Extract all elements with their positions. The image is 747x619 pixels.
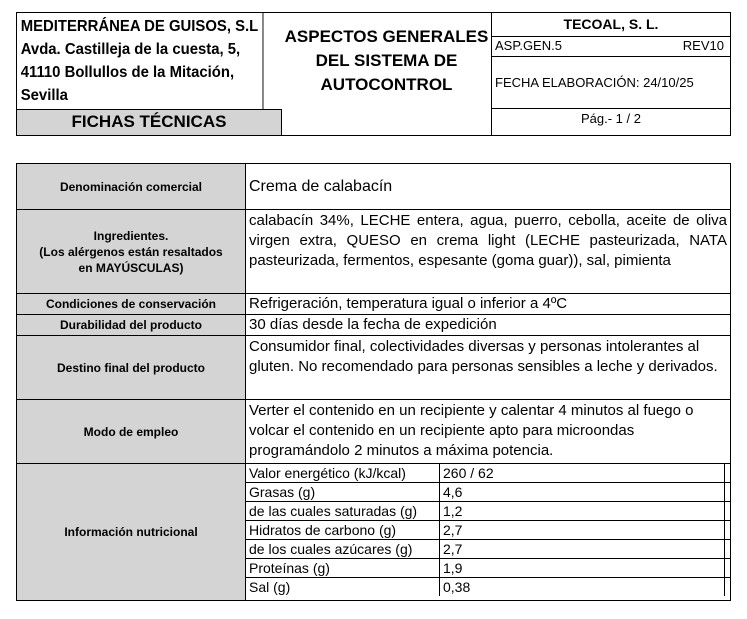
section-title: FICHAS TÉCNICAS xyxy=(17,109,282,135)
code-row xyxy=(492,37,730,57)
row-modo xyxy=(17,400,730,464)
row-conservacion xyxy=(17,294,730,315)
nutrition-row xyxy=(246,464,730,483)
nutrient-value: 1,2 xyxy=(440,502,725,520)
title-line: DEL SISTEMA DE xyxy=(315,51,458,70)
nutrition-table xyxy=(246,464,730,600)
nutrition-row xyxy=(246,521,730,540)
row-denominacion xyxy=(17,164,730,210)
row-nutricional xyxy=(17,464,730,600)
company-line: Sevilla xyxy=(20,87,68,104)
nutrient-name: Sal (g) xyxy=(246,578,440,596)
page-number: Pág.- 1 / 2 xyxy=(581,111,641,126)
nutrient-value: 2,7 xyxy=(440,521,725,539)
document-meta xyxy=(492,13,730,135)
nutrition-row xyxy=(246,483,730,502)
row-durabilidad xyxy=(17,315,730,336)
nutrient-name: de los cuales azúcares (g) xyxy=(246,540,440,558)
nutrition-row xyxy=(246,559,730,578)
nutrition-row xyxy=(246,502,730,521)
row-label xyxy=(17,210,246,293)
row-destino xyxy=(17,336,730,400)
nutrition-row xyxy=(246,540,730,559)
row-label: Modo de empleo xyxy=(17,400,246,463)
nutrient-name: Hidratos de carbono (g) xyxy=(246,521,440,539)
document-header xyxy=(16,12,731,136)
nutrient-name: de las cuales saturadas (g) xyxy=(246,502,440,520)
shelf-life-text: 30 días desde la fecha de expedición xyxy=(249,316,497,333)
row-label: Información nutricional xyxy=(17,464,246,600)
row-label: Durabilidad del producto xyxy=(17,315,246,335)
product-name: Crema de calabacín xyxy=(249,177,393,195)
document-code: ASP.GEN.5 xyxy=(495,38,562,53)
nutrition-row xyxy=(246,578,730,598)
elaboration-date: FECHA ELABORACIÓN: 24/10/25 xyxy=(492,57,730,109)
revision: REV10 xyxy=(682,38,724,53)
org-name: TECOAL, S. L. xyxy=(492,13,730,37)
nutrient-value: 260 / 62 xyxy=(440,464,725,482)
nutrient-name: Valor energético (kJ/kcal) xyxy=(246,464,440,482)
company-line: 41110 Bollullos de la Mitación, xyxy=(20,64,235,81)
title-line: ASPECTOS GENERALES xyxy=(284,27,489,46)
nutrient-name: Proteínas (g) xyxy=(246,559,440,577)
nutrient-name: Grasas (g) xyxy=(246,483,440,501)
row-label: Denominación comercial xyxy=(17,164,246,209)
nutrient-value: 1,9 xyxy=(440,559,725,577)
company-line: Avda. Castilleja de la cuesta, 5, xyxy=(20,41,241,58)
row-label: Destino final del producto xyxy=(17,336,246,399)
nutrient-value: 4,6 xyxy=(440,483,725,501)
usage-text: Verter el contenido en un recipiente y calentar 4 minutos al fuego o volcar el contenido en un recipiente apto para microondas programándolo 2 minutos a máxima potencia. xyxy=(249,402,694,459)
destination-text: Consumidor final, colectividades diversas y personas intolerantes al gluten. No recomendado para personas sensibles a leche y derivados. xyxy=(249,338,718,375)
row-ingredientes xyxy=(17,210,730,294)
company-line: MEDITERRÁNEA DE GUISOS, S.L xyxy=(20,18,259,35)
title-line: AUTOCONTROL xyxy=(320,75,453,94)
nutrient-value: 2,7 xyxy=(440,540,725,558)
ingredients-text: calabacín 34%, LECHE entera, agua, puerro, cebolla, aceite de oliva virgen extra, QUESO en crema light (LECHE pasteurizada, NATA pasteurizada, fermentos, espesante (goma guar)), sal, pimienta xyxy=(249,212,727,269)
company-address xyxy=(17,13,263,109)
label-line: en MAYÚSCULAS) xyxy=(78,260,184,275)
label-line: Ingredientes. xyxy=(93,228,169,243)
document-title xyxy=(282,13,492,135)
nutrient-value: 0,38 xyxy=(440,578,725,596)
technical-sheet-table xyxy=(16,163,731,601)
row-label: Condiciones de conservación xyxy=(17,294,246,314)
label-line: (Los alérgenos están resaltados xyxy=(39,244,223,259)
storage-text: Refrigeración, temperatura igual o inferior a 4ºC xyxy=(249,295,568,312)
